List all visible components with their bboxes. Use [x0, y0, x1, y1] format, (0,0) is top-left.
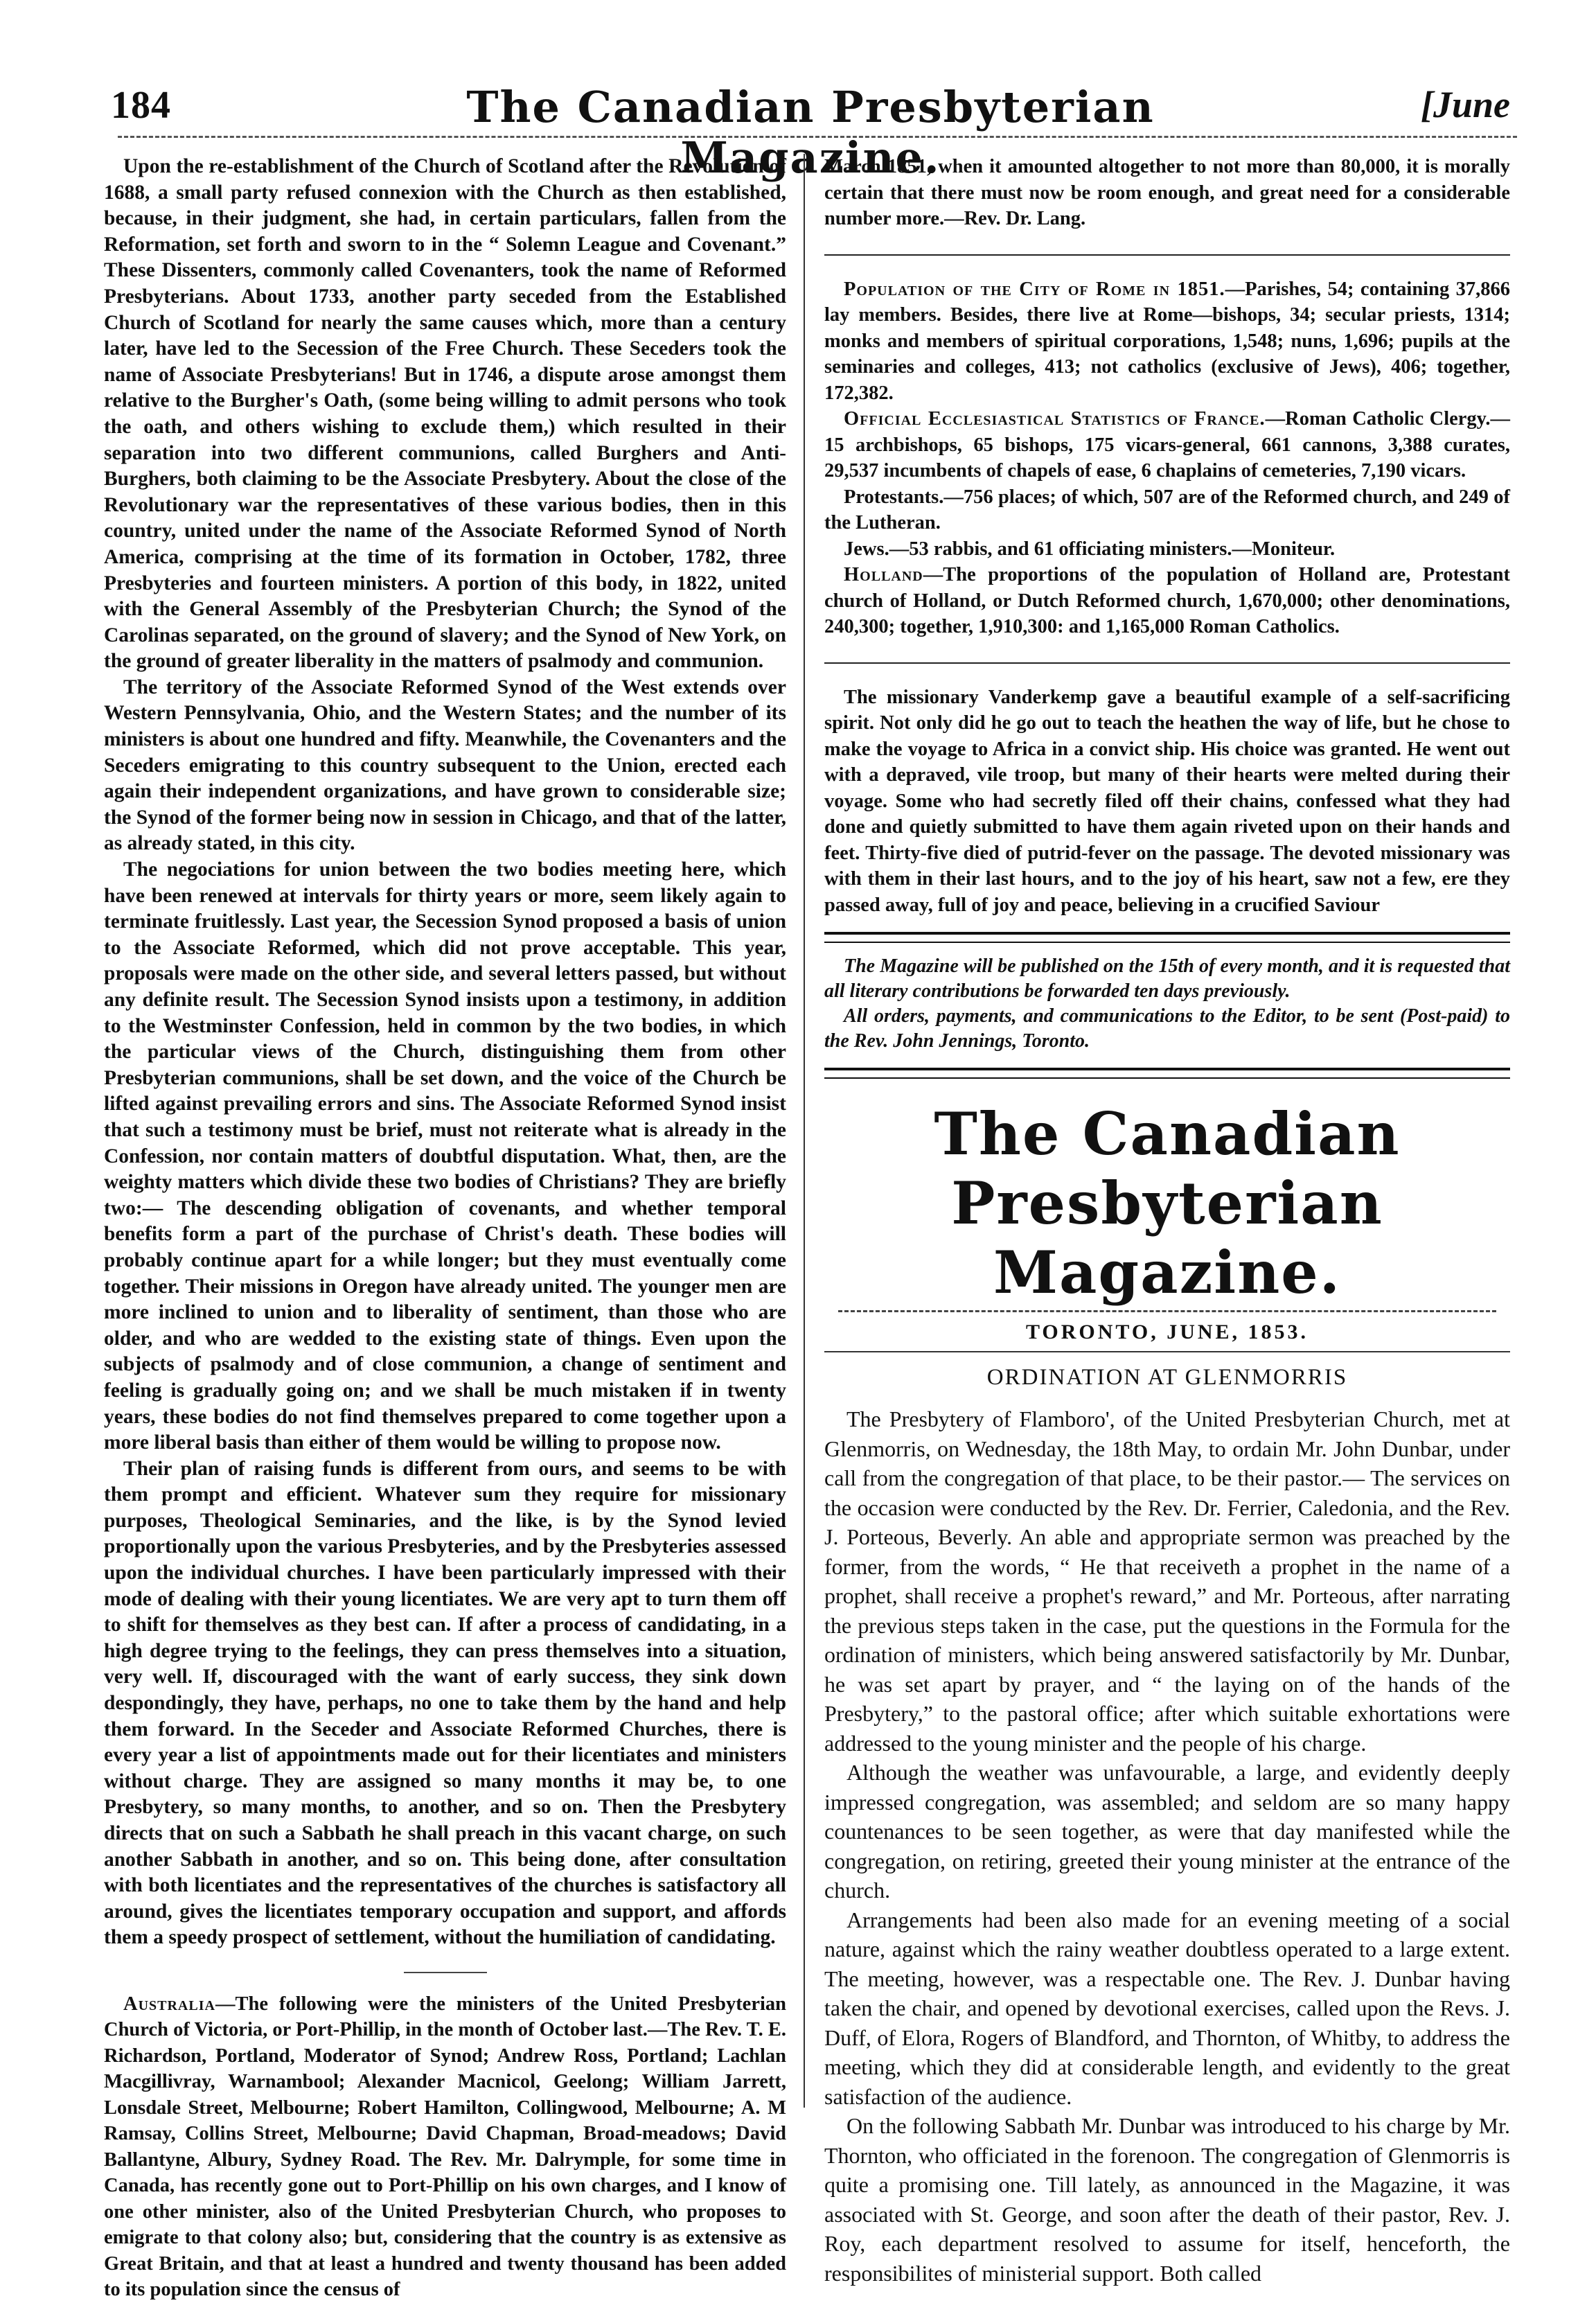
- paragraph-france-statistics: [824, 406, 1510, 484]
- paragraph-jews: Jews.—53 rabbis, and 61 officiating ministers.—Moniteur.: [844, 538, 1336, 560]
- masthead-title: The Canadian Presbyterian Magazine.: [934, 1100, 1401, 1307]
- paragraph-union-negociations: The negociations for union between the two bodies meeting here, which have been renewed at intervals for thirty years or more, seem likely again to terminate fruitlessly. Last year, the Secession Synod proposed a basis of union to the Associate Reformed, which did not prove acceptable. This year, proposals were made on the other side, and several letters passed, but without any definite result. The Secession Synod insists upon a testimony, in addition to the Westminster Confession, held in common by the two bodies, in which the particular views of the Church, distinguishing them from other Presbyterian communions, shall be set down, and the voice of the Church be lifted against prevailing errors and sins. The Associate Reformed Synod insist that such a testimony must be brief, must not reiterate what is already in the Confession, nor contain matters of doubtful disputation. What, then, are the weighty matters which divide these two bodies of Christians? They are briefly two:— The descending obligation of covenants, and whether temporal benefits form a part of the purchase of Christ's death. These bodies will probably continue apart for a while longer; but they must eventually come together. Their missions in Oregon have already united. The younger men are more inclined to union and to liberality of sentiment, than those who are older, and who are wedded to the existing state of things. Even upon the subjects of psalmody and of close communion, a change of sentiment and feeling is gradually going on; and we shall be much mistaken if in twenty years, these bodies do not find themselves prepared to come together upon a more liberal basis than either of them would be willing to propose now.: [104, 858, 786, 1454]
- section-separator: [824, 662, 1510, 664]
- publication-notice: The Magazine will be published on the 15th of every month, and it is requested that all literary contributions be forwarded ten days previously.: [824, 955, 1510, 1002]
- article-paragraph: On the following Sabbath Mr. Dunbar was introduced to his charge by Mr. Thornton, who officiated in the forenoon. The congregation of Glenmorris is quite a promising one. Till lately, as announced in the Magazine, it was associated with St. George, and soon after the death of their pastor, Rev. J. Roy, each department resolved to assume for itself, henceforth, the responsibilites of ministerial support. Both called: [824, 2113, 1510, 2286]
- left-column: [104, 154, 786, 2303]
- paragraph-secession-history: Upon the re-establishment of the Church of Scotland after the Revolution of 1688, a small party refused connexion with the Church as then established, because, in their judgment, she had, in certain particulars, fallen from the Reformation, set forth and sworn to in the “ Solemn League and Covenant.” These Dissenters, commonly called Covenanters, took the name of Reformed Presbyterians. About 1733, another party seceded from the Established Church of Scotland for nearly the same causes which, more than a century later, have led to the Secession of the Free Church. These Seceders took the name of Associate Presbyterians! But in 1746, a dispute arose amongst them relative to the Burgher's Oath, (some being willing to admit persons who took the oath, and others wishing to exclude them,) which resulted in their separation into two different communions, called Burghers and Anti-Burghers, both claiming to be the Associate Presbytery. About the close of the Revolutionary war the representatives of these various bodies, then in this country, united under the name of the Associate Reformed Synod of North America, comprising at the time of its formation in October, 1782, three Presbyteries and fourteen ministers. A portion of this body, in 1822, united with the General Assembly of the Presbyterian Church; the Synod of the Carolinas separated, on the ground of slavery; and the Synod of New York, on the ground of greater liberality in the matters of psalmody and communion.: [104, 155, 786, 673]
- rome-lead: Population of the City of Rome in 1851.: [844, 278, 1225, 300]
- column-divider: [804, 154, 805, 2108]
- running-header: [104, 82, 1517, 183]
- holland-lead: Holland: [844, 564, 923, 585]
- header-rule: [118, 136, 1517, 138]
- rome-text: —Parishes, 54; containing 37,866 lay members. Besides, there live at Rome—bishops, 34; secular priests, 1314; monks and members of spiritual corporations, 1,548; nuns, 1,696; pupils at the seminaries and colleges, 413; not catholics (exclusive of Jews), 406; together, 172,382.: [824, 278, 1510, 404]
- paragraph-australia: [104, 1991, 786, 2303]
- paragraph-protestants: Protestants.—756 places; of which, 507 are of the Reformed church, and 249 of the Lutheran.: [824, 486, 1510, 533]
- paragraph-holland: [824, 562, 1510, 640]
- australia-text: —The following were the ministers of the United Presbyterian Church of Victoria, or Port-Phillip, in the month of October last.—The Rev. T. E. Richardson, Portland, Moderator of Synod; Andrew Ross, Portland; Lachlan Macgillivray, Warnambool; Alexander Macnicol, Geelong; William Jarrett, Lonsdale Street, Melbourne; Robert Hamilton, Collingwood, Melbourne; A. M Ramsay, Collins Street, Melbourne; David Chapman, Broad-meadows; David Ballantyne, Albury, Sydney Road. The Rev. Mr. Dalrymple, for some time in Canada, has recently gone out to Port-Phillip on his own charges, and I know of one other minister, also of the United Presbyterian Church, who proposes to emigrate to that colony also; but, considering that the country is as extensive as Great Britain, and that at least a hundred and twenty thousand has been added to its population since the census of: [104, 1993, 786, 2301]
- paragraph-missionary: The missionary Vanderkemp gave a beautiful example of a self-sacrificing spirit. Not only did he go out to teach the heathen the way of life, but he chose to make the voyage to Africa in a convict ship. His choice was granted. He went out with a depraved, vile troop, but many of their hearts were melted during their voyage. Some who had secretly filed off their chains, confessed what they had done and quietly submitted to have them again riveted upon on their hands and feet. Thirty-five died of putrid-fever on the passage. The devoted missionary was with them in their last hours, and to the joy of his heart, saw not a few, ere they passed away, full of joy and peace, believing in a crucified Saviour: [824, 686, 1510, 916]
- section-separator: [824, 254, 1510, 256]
- paragraph-rome-population: [824, 276, 1510, 407]
- article-title: ORDINATION AT GLENMORRIS: [986, 1365, 1348, 1390]
- page-number: 184: [111, 84, 171, 127]
- dateline-rule: [824, 1351, 1510, 1352]
- article-paragraph: The Presbytery of Flamboro', of the United Presbyterian Church, met at Glenmorris, on Wednesday, the 18th May, to ordain Mr. John Dunbar, under call from the congregation of that place, to be their pastor.— The services on the occasion were conducted by the Rev. Dr. Ferrier, Caledonia, and the Rev. J. Porteous, Beverly. An able and appropriate sermon was preached by the former, from the words, “ He that receiveth a prophet in the name of a prophet, shall receive a prophet's reward,” and Mr. Porteous, after narrating the previous steps taken in the case, put the questions in the Formula for the ordination of ministers, which being answered satisfactorily by Mr. Dunbar, he was set apart by prayer, and “ the laying on of the hands of the Presbytery,” to the pastoral office; after which suitable exhortations were addressed to the young minister and the people of his charge.: [824, 1406, 1510, 1756]
- masthead-rule: [838, 1310, 1496, 1312]
- article-paragraph: Although the weather was unfavourable, a large, and evidently deeply impressed congregation, was assembled; and seldom are so many happy countenances to be seen together, as were that day manifested while the congregation, on retiring, greeted their young minister at the entrance of the church.: [824, 1760, 1510, 1903]
- orders-notice: All orders, payments, and communications to the Editor, to be sent (Post-paid) to the Rev. John Jennings, Toronto.: [824, 1005, 1510, 1052]
- header-month: [June: [1420, 84, 1510, 125]
- france-lead: Official Ecclesiastical Statistics of France.: [844, 408, 1266, 430]
- holland-text: —The proportions of the population of Holland are, Protestant church of Holland, or Dutch Reformed church, 1,670,000; other denominations, 240,300; together, 1,910,300: and 1,165,000 Roman Catholics.: [824, 564, 1510, 637]
- paragraph-synod-territory: The territory of the Associate Reformed Synod of the West extends over Western Pennsylvania, Ohio, and the Western States; and the number of its ministers is about one hundred and fifty. Meanwhile, the Covenanters and the Seceders emigrating to this country subsequent to the Union, erected each again their independent organizations, and have grown to considerable size; the Synod of the former being now in session in Chicago, and that of the latter, as already stated, in this city.: [104, 676, 786, 855]
- header-title: The Canadian Presbyterian Magazine.: [466, 82, 1155, 183]
- france-text: —Roman Catholic Clergy.—15 archbishops, 65 bishops, 175 vicars-general, 661 cannons, 3,388 curates, 29,537 incumbents of chapels of ease, 6 chaplains of cemeteries, 7,190 vicars.: [824, 408, 1510, 482]
- paragraph-raising-funds: Their plan of raising funds is different from ours, and seems to be with them prompt and efficient. Whatever sum they require for missionary purposes, Theological Seminaries, and the like, is by the Synod levied proportionally upon the various Presbyteries, and by the Presbyteries assessed upon the individual churches. I have been particularly impressed with their mode of dealing with their young licentiates. We are very apt to turn them off to shift for themselves as they best can. If after a process of candidating, in a high degree trying to the feelings, they can press themselves into a situation, very well. If, discouraged with the want of early success, they sink down despondingly, they have, perhaps, no one to take them by the hand and help them forward. In the Seceder and Associate Reformed Churches, there is every year a list of appointments made out for their licentiates and ministers without charge. They are assigned so many months it may be, to one Presbytery, so many months, to another, and so on. Then the Presbytery directs that on such a Sabbath he shall preach in this vacant charge, on such another Sabbath in another, and so on. This being done, after consultation with both licentiates and the representatives of the churches is satisfactory all around, gives the licentiates temporary occupation and support, and affords them a speedy prospect of settlement, without the humiliation of candidating.: [104, 1457, 786, 1949]
- masthead-top-rule: [824, 1068, 1510, 1079]
- notice-rule: [824, 932, 1510, 943]
- australia-lead: Australia: [123, 1993, 215, 2015]
- article-paragraph: Arrangements had been also made for an evening meeting of a social nature, against which the rainy weather doubtless operated to a large extent. The meeting, however, was a respectable one. The Rev. J. Dunbar having taken the chair, and opened by devotional exercises, called upon the Revs. J. Duff, of Elora, Rogers of Blandford, and Thornton, of Whitby, to address the meeting, which they did at considerable length, and evidently to the great satisfaction of the audience.: [824, 1907, 1510, 2109]
- paragraph-continuation: March 1851, when it amounted altogether to not more than 80,000, it is morally certain that there must now be room enough, and great need for a considerable number more.—Rev. Dr. Lang.: [824, 156, 1510, 229]
- dateline: TORONTO, JUNE, 1853.: [1025, 1321, 1309, 1343]
- right-column: [824, 154, 1510, 2288]
- section-separator: [404, 1972, 487, 1973]
